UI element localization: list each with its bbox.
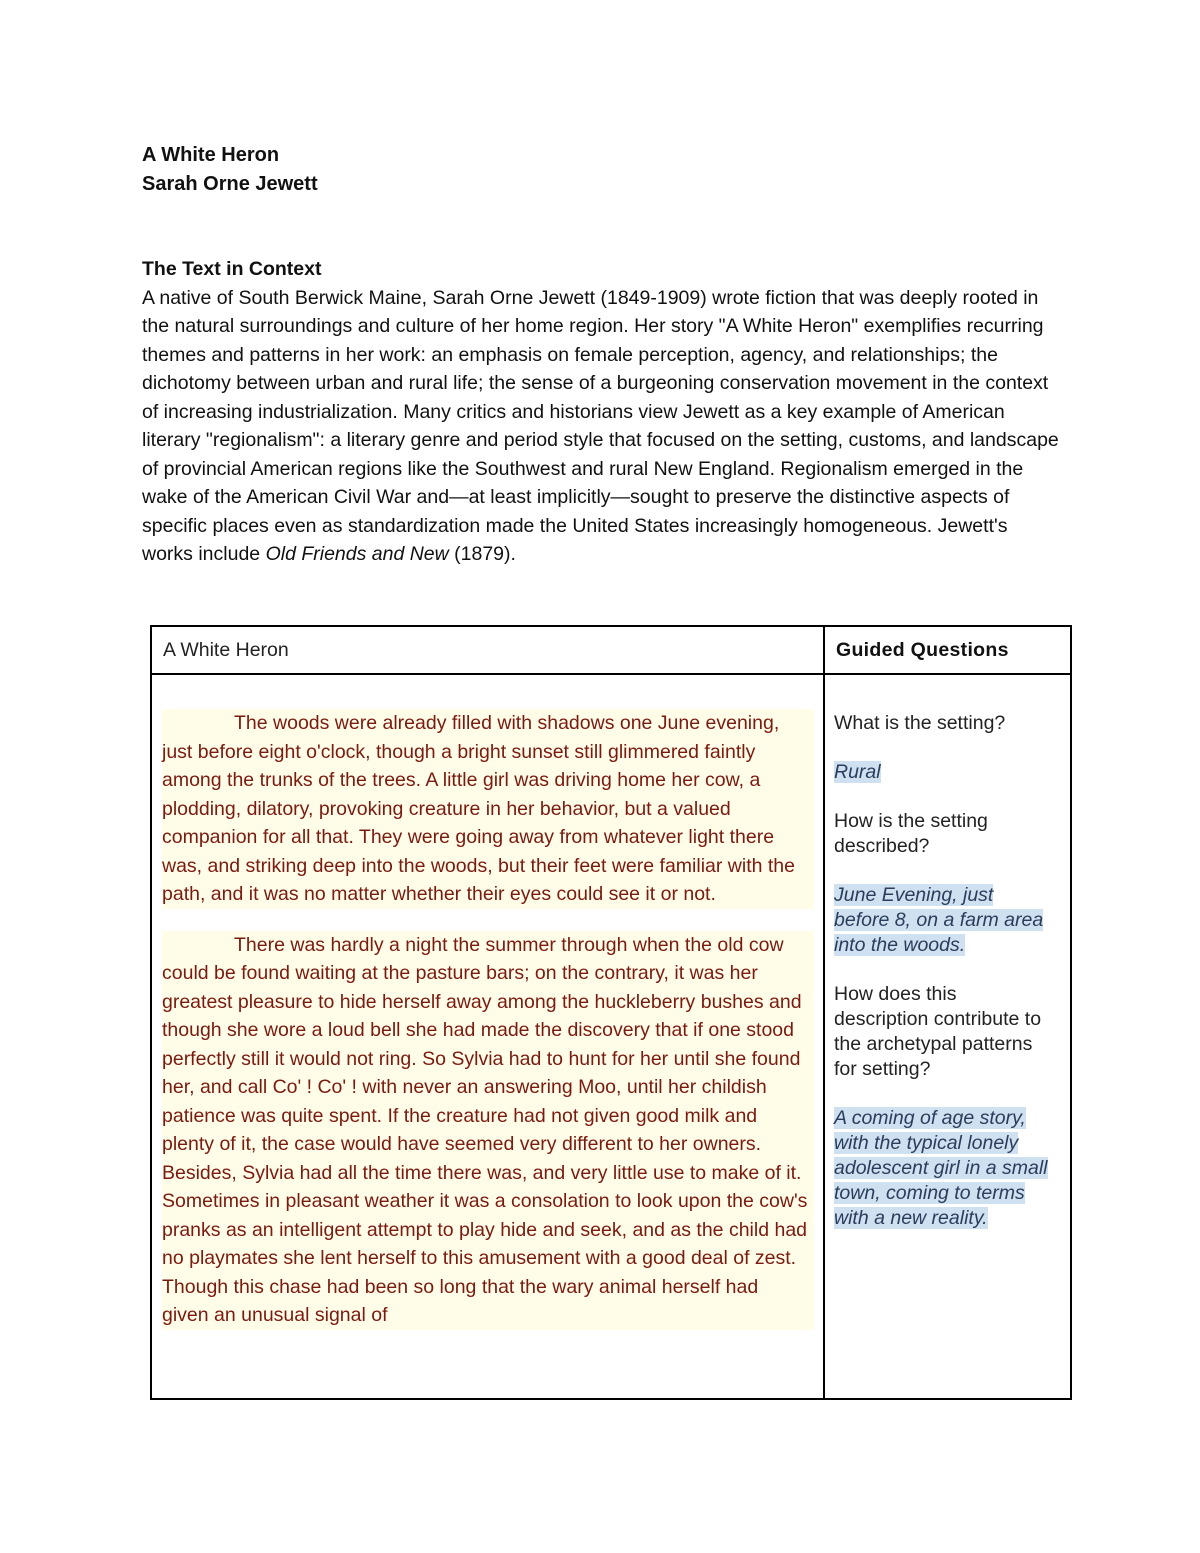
context-text: A native of South Berwick Maine, Sarah Orne Jewett (1849-1909) wrote fiction that was deeply rooted in the natural surroundings and culture of her home region. Her story "A White Heron" exemplifies recurring themes and patterns in her work: an emphasis on female perception, agency, and relationships; the dichotomy between urban and rural life; the sense of a burgeoning conservation movement in the context of increasing industrialization. Many critics and historians view Jewett as a key example of American literary "regionalism": a literary genre and period style that focused on the setting, customs, and landscape of provincial American regions like the Southwest and rural New England. Regionalism emerged in the wake of the American Civil War and—at least implicitly—sought to preserve the distinctive aspects of specific places even as standardization made the United States increasingly homogeneous. Jewett's works include <box>142 286 1059 565</box>
table-header-story: A White Heron <box>163 639 289 661</box>
story-paragraph: The woods were already filled with shadows one June evening, just before eight o'clock, though a bright sunset still glimmered faintly among the trunks of the trees. A little girl was driving home her cow, a plodding, dilatory, provoking creature in her behavior, but a valued companion for all that. They were going away from whatever light there was, and striking deep into the woods, but their feet were familiar with the path, and it was no matter whether their eyes could see it or not. <box>162 709 814 909</box>
table-header-questions: Guided Questions <box>836 639 1009 661</box>
answer-text <box>834 1106 1054 1231</box>
question-text: How does this description contribute to the archetypal patterns for setting? <box>834 983 1042 1080</box>
questions-column <box>834 711 1054 1255</box>
answer-highlight: A coming of age story, with the typical lonely adolescent girl in a small town, coming to terms with a new reality. <box>834 1107 1048 1229</box>
column-divider <box>823 627 825 1398</box>
story-column <box>162 709 814 1352</box>
document-author: Sarah Orne Jewett <box>142 173 318 195</box>
context-italic-title: Old Friends and New <box>265 543 449 565</box>
question-text: How is the setting described? <box>834 810 988 857</box>
answer-highlight: June Evening, just before 8, on a farm area into the woods. <box>834 884 1044 956</box>
context-text-end: (1879). <box>448 543 516 565</box>
context-section <box>142 255 1062 569</box>
context-body <box>142 284 1062 569</box>
answer-text <box>834 883 1054 958</box>
story-paragraph: There was hardly a night the summer through when the old cow could be found waiting at the pasture bars; on the contrary, it was her greatest pleasure to hide herself away among the huckleberry bushes and though she wore a loud bell she had made the discovery that if one stood perfectly still it would not ring. So Sylvia had to hunt for her until she found her, and call Co' ! Co' ! with never an answering Moo, until her childish patience was quite spent. If the creature had not given good milk and plenty of it, the case would have seemed very different to her owners. Besides, Sylvia had all the time there was, and very little use to make of it. Sometimes in pleasant weather it was a consolation to look upon the cow's pranks as an intelligent attempt to play hide and seek, and as the child had no playmates she lent herself to this amusement with a good deal of zest. Though this chase had been so long that the wary animal herself had given an unusual signal of <box>162 931 814 1330</box>
question-text: What is the setting? <box>834 712 1006 734</box>
document-title: A White Heron <box>142 144 280 166</box>
answer-highlight: Rural <box>834 761 881 783</box>
context-heading: The Text in Context <box>142 258 322 280</box>
reading-table <box>150 625 1072 1400</box>
answer-text <box>834 760 1054 785</box>
